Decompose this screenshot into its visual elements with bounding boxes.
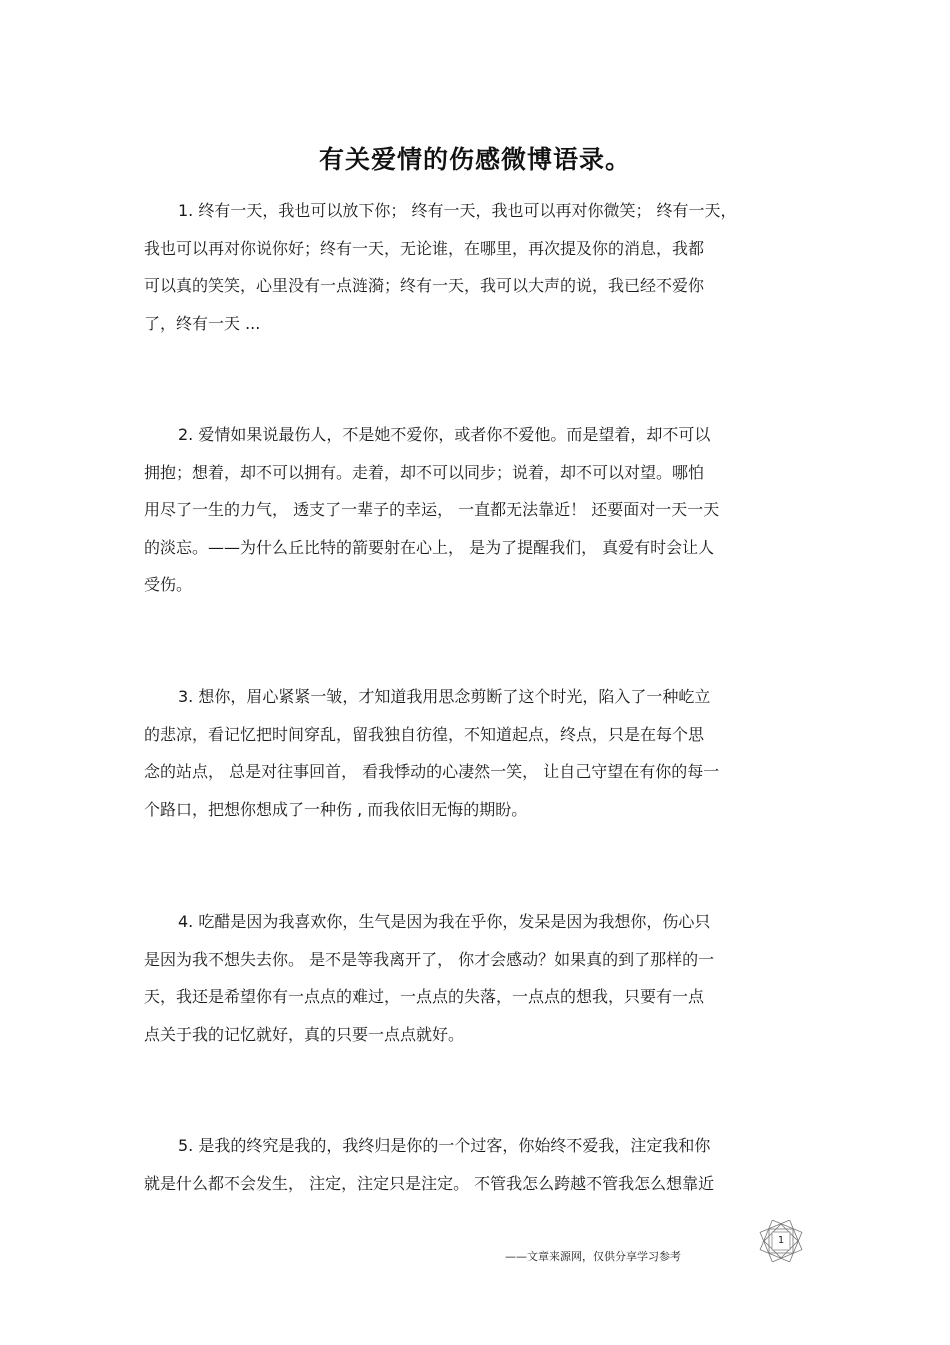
paragraph-line: 点关于我的记忆就好，真的只要一点点就好。 (144, 1024, 465, 1044)
paragraph-1 (144, 192, 804, 342)
paragraph-line: 的悲凉，看记忆把时间穿乱，留我独自彷徨，不知道起点，终点，只是在每个思 (144, 724, 705, 744)
paragraph-5 (144, 1127, 804, 1202)
paragraph-line: 3. 想你，眉心紧紧一皱，才知道我用思念剪断了这个时光，陷入了一种屹立 (178, 687, 711, 706)
paragraph-line: 1. 终有一天，我也可以放下你； 终有一天，我也可以再对你微笑； 终有一天， (178, 201, 737, 220)
page-number: 1 (777, 1235, 785, 1246)
paragraph-line: 了，终有一天 ... (144, 313, 261, 333)
paragraph-2 (144, 416, 804, 604)
paragraph-line: 4. 吃醋是因为我喜欢你，生气是因为我在乎你，发呆是因为我想你，伤心只 (178, 912, 711, 931)
page-title: 有关爱情的伤感微博语录。 (318, 145, 631, 174)
paragraph-line: 2. 爱情如果说最伤人，不是她不爱你，或者你不爱他。而是望着，却不可以 (178, 425, 711, 444)
paragraph-line: 是因为我不想失去你。 是不是等我离开了， 你才会感动？如果真的到了那样的一 (144, 949, 715, 969)
source-note: ——文章来源网，仅供分享学习参考 (505, 1250, 681, 1263)
paragraph-line: 的淡忘。——为什么丘比特的箭要射在心上， 是为了提醒我们， 真爱有时会让人 (144, 537, 715, 557)
paragraph-line: 天，我还是希望你有一点点的难过，一点点的失落，一点点的想我，只要有一点 (144, 987, 705, 1006)
paragraph-line: 我也可以再对你说你好；终有一天，无论谁，在哪里，再次提及你的消息，我都 (144, 238, 705, 258)
paragraph-line: 就是什么都不会发生， 注定，注定只是注定。 不管我怎么跨越不管我怎么想靠近 (144, 1173, 715, 1193)
paragraph-3 (144, 678, 804, 828)
paragraph-line: 受伤。 (144, 575, 193, 594)
paragraph-line: 可以真的笑笑，心里没有一点涟漪；终有一天，我可以大声的说，我已经不爱你 (144, 276, 705, 295)
paragraph-4 (144, 903, 804, 1053)
paragraph-line: 念的站点， 总是对往事回首， 看我悸动的心凄然一笑， 让自己守望在有你的每一 (144, 762, 720, 781)
paragraph-line: 个路口，把想你想成了一种伤 , 而我依旧无悔的期盼。 (144, 799, 528, 819)
paragraph-line: 拥抱；想着，却不可以拥有。走着，却不可以同步；说着，却不可以对望。哪怕 (144, 462, 705, 482)
paragraph-line: 5. 是我的终究是我的，我终归是你的一个过客，你始终不爱我，注定我和你 (178, 1136, 711, 1155)
paragraph-line: 用尽了一生的力气， 透支了一辈子的幸运， 一直都无法靠近！ 还要面对一天一天 (144, 500, 720, 519)
